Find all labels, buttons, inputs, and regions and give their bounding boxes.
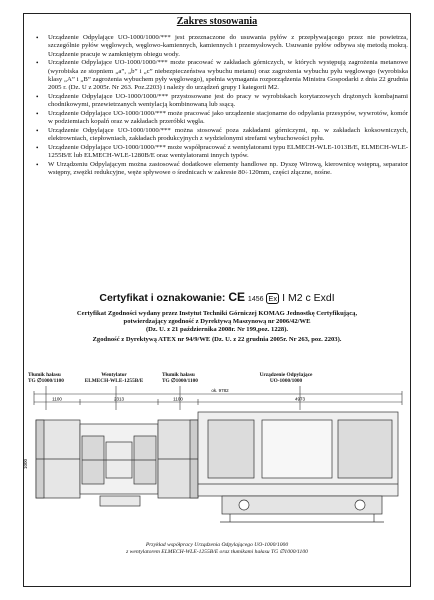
list-item: • Urządzenie Odpylające UO-1000/1000/*** może pracować w zakładach górniczych, w których występują zagrożenia metanowe (wyrobiska ze stopniem „a”, „b” i „c” niebezpieczeństwa wybuchu metanu) oraz zagrożenia wybuchu pyłu węglowego (wyrobiska klasy „A” i „B” zagrożenia wybuchem pyły węglowego), spełnia wymagania rozporządzenia Ministra Gospodarki z dnia 22 grudnia 2005 r. (Dz. U z 2005r. Nr 263. Poz.2203) i należy do urządzeń grupy I kategorii M2. <box>48 59 408 92</box>
dim-silencer1: 1100 <box>52 396 62 402</box>
fan-model: ELMECH-WLE-1255B/E <box>84 378 144 385</box>
silencer2-title: Tłumik hałasu <box>162 372 195 378</box>
certificate-statement <box>34 310 400 344</box>
device-body <box>198 412 398 522</box>
list-item: • W Urządzeniu Odpylającym można zastosować dodatkowe elementy handlowe np. Dyszę Wirową, kierownicę wstępną, separator wstępny, zwężki redukcyjne, węże spływowe o średnicach w zakresie 80÷120mm, części złączne, nośne. <box>48 161 408 178</box>
list-item: • Urządzenie Odpylające UO-1000/1000/*** można stosować poza zakładami górniczymi, np. w zakładach koksowniczych, elektrowniach, ciepłowniach, zakładach produkcyjnych z wydzielonymi strefami wybuchowości pyłu. <box>48 127 408 144</box>
list-item: • Urządzenie Odpylające UO-1000/1000/*** może współpracować z wentylatorami typu ELMECH-WLE-1013B/E, ELMECH-WLE-1255B/E lub ELMECH-WLE-1280B/E oraz wentylatorami innych typów. <box>48 144 408 161</box>
device-model: UO-1000/1000 <box>269 378 303 385</box>
statement-line: (Dz. U. z 21 października 2008r. Nr 199,poz. 1228). <box>145 326 289 333</box>
dim-device: 4973 <box>294 396 306 402</box>
drawing-caption <box>0 542 434 556</box>
list-item: • Urządzenie Odpylające UO-1000/1000/*** przystosowane jest do pracy w wyrobiskach korytarzowych drążonych kombajnami chodnikowymi, przewietrzanych wentylacją kombinowaną lub ssącą. <box>48 93 408 110</box>
silencer2-body <box>158 420 198 498</box>
certificate-label: Certyfikat i oznakowanie: <box>99 292 226 304</box>
ex-mark-icon: Ex <box>268 294 278 303</box>
certificate-heading <box>0 290 434 304</box>
dim-fan: 2313 <box>113 396 125 402</box>
statement-line: Certyfikat Zgodności wydany przez Instytut Techniki Górniczej KOMAG Jednostkę Certyfikującą, <box>76 310 358 317</box>
scope-list <box>34 34 408 178</box>
silencer1-title: Tłumik hałasu <box>28 372 61 378</box>
ex-marking: I M2 c ExdI <box>282 292 335 304</box>
silencer1-model: TG ∅1000/1100 <box>28 378 64 385</box>
statement-line-atex: Zgodność z Dyrektywą ATEX nr 94/9/WE (Dz. U. z 22 grudnia 2005r. Nr 263, poz. 2203). <box>92 336 342 343</box>
fan-title: Wentylator <box>101 372 127 378</box>
list-item: • Urządzenie Odpylające UO-1000/1000/*** jest przeznaczone do usuwania pyłów z przepływającego przez nie powietrza, szczególnie pyłów węglowych, węglowo-kamiennych, kamiennych i przemysłowych. Usuwanie pyłów odbywa się metodą mokrą. Urządzenie pracuje w zamkniętym obiegu wody. <box>48 34 408 59</box>
dim-silencer2: 1100 <box>173 396 183 402</box>
list-item: • Urządzenie Odpylające UO-1000/1000/*** może pracować jako urządzenie stacjonarne do odpylania przesypów, wywrotów, komór w podziemiach kopalń oraz w zakładach przeróbki węgla. <box>48 110 408 127</box>
silencer1-body <box>36 420 80 498</box>
page-title: Zakres stosowania <box>176 16 258 27</box>
assembly-drawing <box>23 364 404 540</box>
statement-line: potwierdzający zgodność z Dyrektywą Maszynową nr 2006/42/WE <box>123 318 311 325</box>
fan-body <box>80 424 158 506</box>
caption-line2: z wentylatorem ELMECH-WLE-1255B/E oraz tłumikami hałasu TG ∅1000/1100 <box>126 549 308 555</box>
dim-total: ok. 9782 <box>211 388 229 393</box>
silencer2-model: TG ∅1000/1100 <box>162 378 198 385</box>
dim-height: 1000 <box>23 458 28 470</box>
device-title: Urządzenie Odpylające <box>259 372 313 378</box>
ce-mark-icon: CE <box>228 290 245 304</box>
caption-line1: Przykład współpracy Urządzenia Odpylającego UO-1000/1000 <box>145 542 289 548</box>
notified-body-number: 1456 <box>247 296 264 303</box>
